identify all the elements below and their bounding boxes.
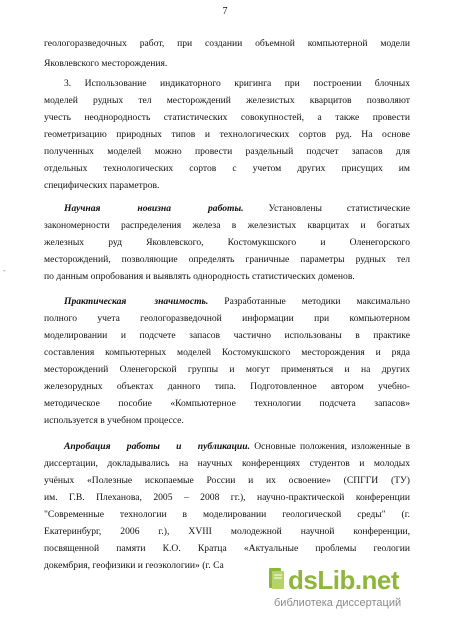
text-run: полного учета геологоразведочной информации при компьютерном: [44, 313, 410, 324]
text-line: [44, 381, 410, 392]
text-run: закономерности распределения железа в железистых кварцитах и богатых: [44, 220, 410, 231]
text-line: [44, 398, 410, 409]
text-run: составления компьютерных моделей Костомукшского месторождения и ряда: [44, 347, 410, 358]
text-line: [44, 458, 410, 469]
text-line: [44, 163, 410, 174]
section-heading: Практическая значимость.: [64, 296, 209, 307]
text-line: [44, 254, 410, 265]
book-logo-icon: [268, 566, 286, 590]
text-line: [44, 237, 410, 248]
text-line: [44, 526, 410, 537]
text-line: [44, 129, 410, 140]
text-line: [44, 492, 410, 503]
text-run: 3. Использование индикаторного кригинга при построении блочных: [64, 78, 410, 89]
text-run: Яковлевского месторождения.: [44, 58, 168, 69]
text-line: [44, 58, 410, 69]
text-run: моделей рудных тел месторождений железистых кварцитов позволяют: [44, 95, 410, 106]
text-line: [44, 475, 410, 486]
text-run: железных руд Яковлевского, Костомукшского и Оленегорского: [44, 237, 410, 248]
text-line: [44, 364, 410, 375]
text-run: посвященной памяти К.О. Кратца «Актуальные проблемы геологии: [44, 543, 410, 554]
text-run: диссертации, докладывались на научных конференциях студентов и молодых: [44, 458, 410, 469]
watermark-title: dsLib.net: [288, 565, 400, 595]
text-line: [44, 347, 410, 358]
watermark-subtitle: библиотека диссертаций: [274, 597, 402, 609]
text-line: [64, 441, 410, 452]
text-line: [64, 203, 410, 214]
text-run: специфических параметров.: [44, 180, 160, 191]
text-line: [64, 78, 410, 89]
text-line: [44, 180, 410, 191]
text-run: учёных «Полезные ископаемые России и их освоение» (СПГГИ (ТУ): [44, 475, 410, 486]
text-run: им. Г.В. Плеханова, 2005 – 2008 гг.), научно-практической конференции: [44, 492, 410, 503]
text-run: по данным опробования и выявлять однородность статистических доменов.: [44, 271, 355, 282]
text-run: докембрия, геофизики и геоэкологии» (г. Са: [44, 560, 224, 571]
text-line: [44, 313, 410, 324]
text-run: месторождений Оленегорской группы и могут применяться и на других: [44, 364, 410, 375]
text-run: отдельных технологических сортов с учетом других присущих им: [44, 163, 410, 174]
text-line: [44, 95, 410, 106]
text-run: полученных моделей можно провести раздельный подсчет запасов для: [44, 146, 410, 157]
text-line: [44, 543, 410, 554]
text-run: месторождений, позволяющие определять граничные параметры рудных тел: [44, 254, 410, 265]
page-number: 7: [222, 6, 228, 17]
text-run: геологоразведочных работ, при создании объемной компьютерной модели: [44, 38, 410, 49]
text-line: [44, 271, 410, 282]
text-run: "Современные технологии в моделировании геологической среды" (г.: [44, 509, 410, 520]
text-run: методическое пособие «Компьютерное технологии подсчета запасов»: [44, 398, 410, 409]
text-line: [64, 296, 410, 307]
section-heading: Научная новизна работы.: [64, 203, 244, 214]
text-run: моделировании и подсчете запасов частично использованы в практике: [44, 330, 410, 341]
text-line: [44, 38, 410, 49]
text-run: Екатеринбург, 2006 г.), XVIII молодежной научной конференции,: [44, 526, 410, 537]
text-line: [44, 509, 410, 520]
text-run: железорудных объектах данного типа. Подготовленное автором учебно-: [44, 381, 410, 392]
text-line: [44, 146, 410, 157]
text-run: используется в учебном процессе.: [44, 415, 184, 426]
text-run: Основные положения, изложенные в: [250, 441, 410, 452]
text-run: Установлены статистические: [243, 203, 410, 214]
text-run: Разработанные методики максимально: [208, 296, 410, 307]
watermark[interactable]: [268, 566, 448, 616]
text-line: [44, 112, 410, 123]
text-line: [44, 330, 410, 341]
section-heading: Апробация работы и публикации.: [64, 441, 250, 452]
margin-mark: -: [3, 266, 6, 275]
text-line: [44, 415, 410, 426]
text-run: геометризацию природных типов и технологических сортов руд. На основе: [44, 129, 410, 140]
text-line: [44, 220, 410, 231]
text-run: учесть неоднородность статистических совокупностей, а также провести: [44, 112, 410, 123]
